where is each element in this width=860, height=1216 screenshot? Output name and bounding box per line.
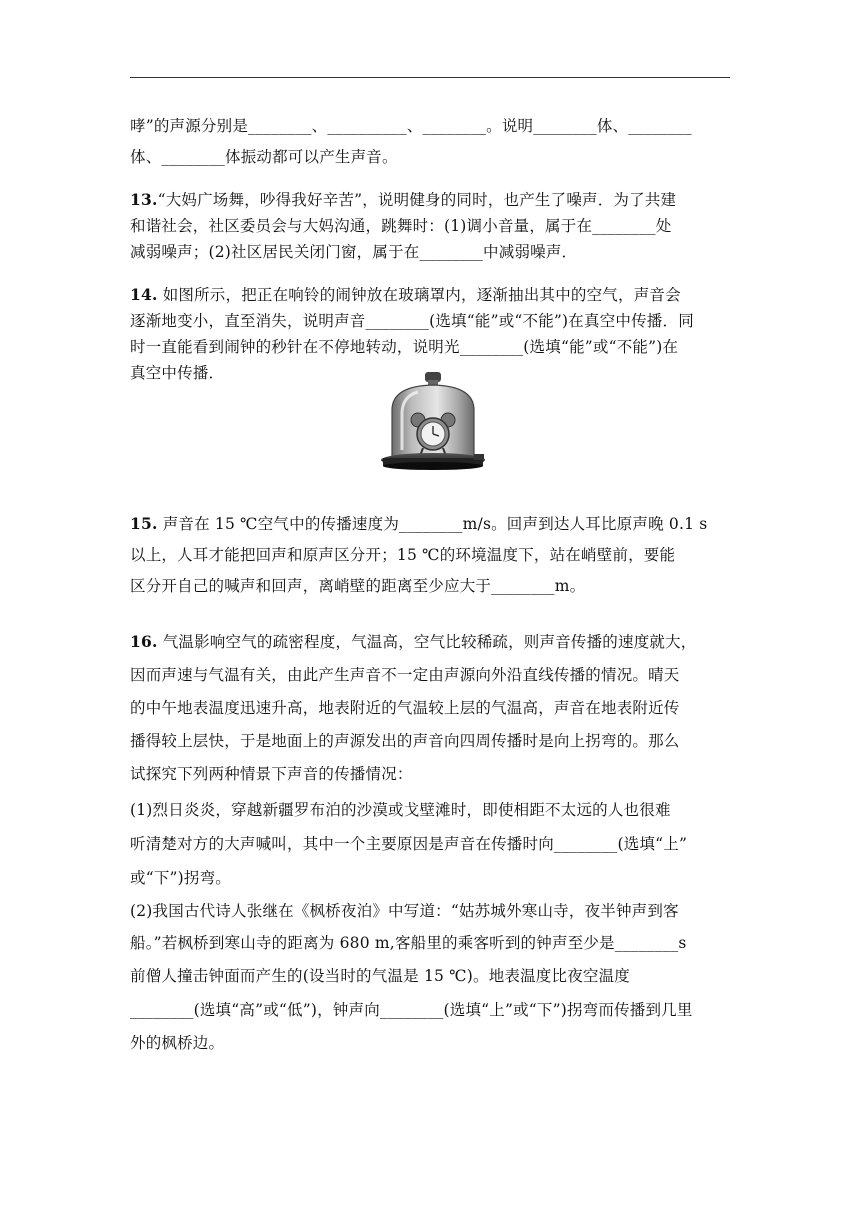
q16-line-5: 试探究下列两种情景下声音的传播情况：	[130, 765, 413, 783]
q13-number: 13.	[130, 190, 158, 209]
q16-line-1	[130, 630, 730, 652]
q16-number: 16.	[130, 632, 158, 651]
header-rule	[130, 77, 730, 78]
q15-number: 15.	[130, 514, 158, 533]
q14-line-4: 真空中传播．	[130, 364, 225, 382]
q16-line-4: 播得较上层快，于是地面上的声源发出的声音向四周传播时是向上拐弯的。那么	[130, 732, 680, 750]
q16-line-2: 因而声速与气温有关，由此产生声音不一定由声源向外沿直线传播的情况。晴天	[130, 666, 680, 684]
q13-line-3: 减弱噪声；(2)社区居民关闭门窗，属于在________中减弱噪声．	[130, 243, 578, 261]
q12-line-1: 哮”的声源分别是________、__________、________。说明________体、________	[130, 117, 692, 135]
q16-line-3: 的中午地表温度迅速升高，地表附近的气温较上层的气温高，声音在地表附近传	[130, 699, 680, 717]
q15-line-2: 以上，人耳才能把回声和原声区分开；15 ℃的环境温度下，站在峭壁前，要能	[130, 546, 676, 564]
q14-line-1	[130, 283, 730, 305]
q16-line-10: 船。”若枫桥到寒山寺的距离为 680 m,客船里的乘客听到的钟声至少是________s	[130, 934, 687, 952]
q16-line-8: 或“下”)拐弯。	[130, 869, 231, 887]
q14-line-3: 时一直能看到闹钟的秒针在不停地转动，说明光________(选填“能”或“不能”)在	[130, 338, 679, 356]
q14-text-1: 如图所示，把正在响铃的闹钟放在玻璃罩内，逐渐抽出其中的空气，声音会	[157, 286, 681, 304]
q14-line-2: 逐渐地变小，直至消失，说明声音________(选填“能”或“不能”)在真空中传播．同	[130, 312, 694, 330]
q12-line-2: 体、________体振动都可以产生声音。	[130, 148, 398, 166]
q14-number: 14.	[130, 285, 158, 304]
q16-text-1: 气温影响空气的疏密程度，气温高，空气比较稀疏，则声音传播的速度就大，	[157, 633, 697, 651]
q16-line-9: (2)我国古代诗人张继在《枫桥夜泊》中写道：“姑苏城外寒山寺，夜半钟声到客	[130, 902, 679, 920]
q13-line-2: 和谐社会，社区委员会与大妈沟通，跳舞时：(1)调小音量，属于在________处	[130, 217, 672, 235]
q13-line-1	[130, 188, 730, 210]
q15-line-1	[130, 512, 730, 534]
q16-line-12: ________(选填“高”或“低”)，钟声向________(选填“上”或“下”)拐弯而传播到几里	[130, 1001, 693, 1019]
q16-line-7: 听清楚对方的大声喊叫，其中一个主要原因是声音在传播时向________(选填“上”	[130, 835, 688, 853]
q13-text-1: “大妈广场舞，吵得我好辛苦”，说明健身的同时，也产生了噪声．为了共建	[157, 191, 677, 209]
q16-line-6: (1)烈日炎炎，穿越新疆罗布泊的沙漠或戈壁滩时，即使相距不太远的人也很难	[130, 801, 671, 819]
q16-line-11: 前僧人撞击钟面而产生的(设当时的气温是 15 ℃)。地表温度比夜空温度	[130, 967, 631, 985]
q15-line-3: 区分开自己的喊声和回声，离峭壁的距离至少应大于________m。	[130, 577, 586, 595]
bell-jar-alarm-clock-figure	[378, 370, 488, 475]
q16-line-13: 外的枫桥边。	[130, 1034, 225, 1052]
q15-text-1: 声音在 15 ℃空气中的传播速度为________m/s。回声到达人耳比原声晚 0.1 s	[157, 515, 708, 533]
